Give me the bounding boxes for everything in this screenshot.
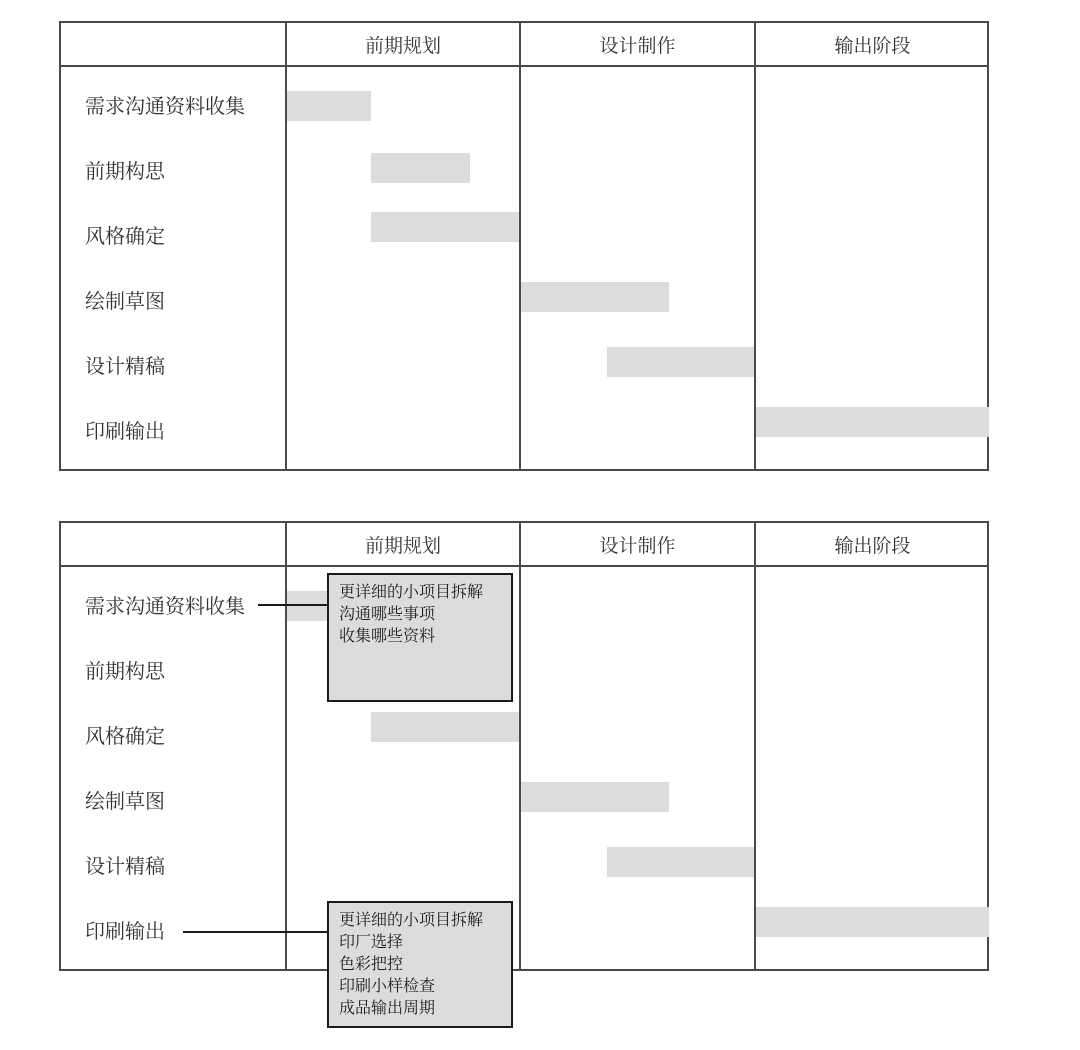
task-bar-requirements xyxy=(287,91,371,121)
phase-header-output: 输出阶段 xyxy=(834,34,911,57)
task-bar-sketch xyxy=(521,782,669,812)
task-label-print-output: 印刷输出 xyxy=(85,419,165,443)
task-bar-final-design xyxy=(607,847,754,877)
phase-header-design: 设计制作 xyxy=(599,34,676,57)
task-label-requirements: 需求沟通资料收集 xyxy=(85,594,245,618)
column-divider xyxy=(754,23,756,469)
header-divider xyxy=(61,65,987,67)
task-label-final-design: 设计精稿 xyxy=(85,354,165,378)
callout-line: 印刷小样检查 xyxy=(339,976,436,995)
callout-line: 沟通哪些事项 xyxy=(339,604,436,623)
column-divider xyxy=(285,23,287,469)
callout-line: 更详细的小项目拆解 xyxy=(339,910,484,929)
task-label-print-output: 印刷输出 xyxy=(85,919,165,943)
gantt-chart-detailed xyxy=(59,521,989,971)
task-label-sketch: 绘制草图 xyxy=(85,289,165,313)
callout-line: 成品输出周期 xyxy=(339,998,436,1017)
task-bar-final-design xyxy=(607,347,754,377)
phase-header-design: 设计制作 xyxy=(599,534,676,557)
connector-line-print-output xyxy=(183,931,328,933)
connector-line-requirements xyxy=(258,604,328,606)
callout-line: 收集哪些资料 xyxy=(339,626,436,645)
task-bar-style xyxy=(371,712,519,742)
column-divider xyxy=(519,23,521,469)
phase-header-planning: 前期规划 xyxy=(364,534,441,557)
callout-box-requirements xyxy=(327,573,513,702)
task-label-style: 风格确定 xyxy=(85,224,165,248)
column-divider xyxy=(519,523,521,969)
callout-line: 色彩把控 xyxy=(339,954,404,973)
task-bar-style xyxy=(371,212,519,242)
header-divider xyxy=(61,565,987,567)
task-bar-requirements xyxy=(287,591,329,621)
gantt-chart-overview xyxy=(59,21,989,471)
callout-line: 印厂选择 xyxy=(339,932,404,951)
callout-line: 更详细的小项目拆解 xyxy=(339,582,484,601)
phase-header-output: 输出阶段 xyxy=(834,534,911,557)
task-label-concept: 前期构思 xyxy=(85,159,165,183)
task-bar-print-output xyxy=(756,407,989,437)
task-label-requirements: 需求沟通资料收集 xyxy=(85,94,245,118)
task-bar-print-output xyxy=(756,907,989,937)
task-label-concept: 前期构思 xyxy=(85,659,165,683)
phase-header-planning: 前期规划 xyxy=(364,34,441,57)
column-divider xyxy=(285,523,287,969)
task-bar-sketch xyxy=(521,282,669,312)
task-label-style: 风格确定 xyxy=(85,724,165,748)
task-bar-concept xyxy=(371,153,470,183)
callout-box-print-output xyxy=(327,901,513,1028)
column-divider xyxy=(754,523,756,969)
task-label-sketch: 绘制草图 xyxy=(85,789,165,813)
task-label-final-design: 设计精稿 xyxy=(85,854,165,878)
